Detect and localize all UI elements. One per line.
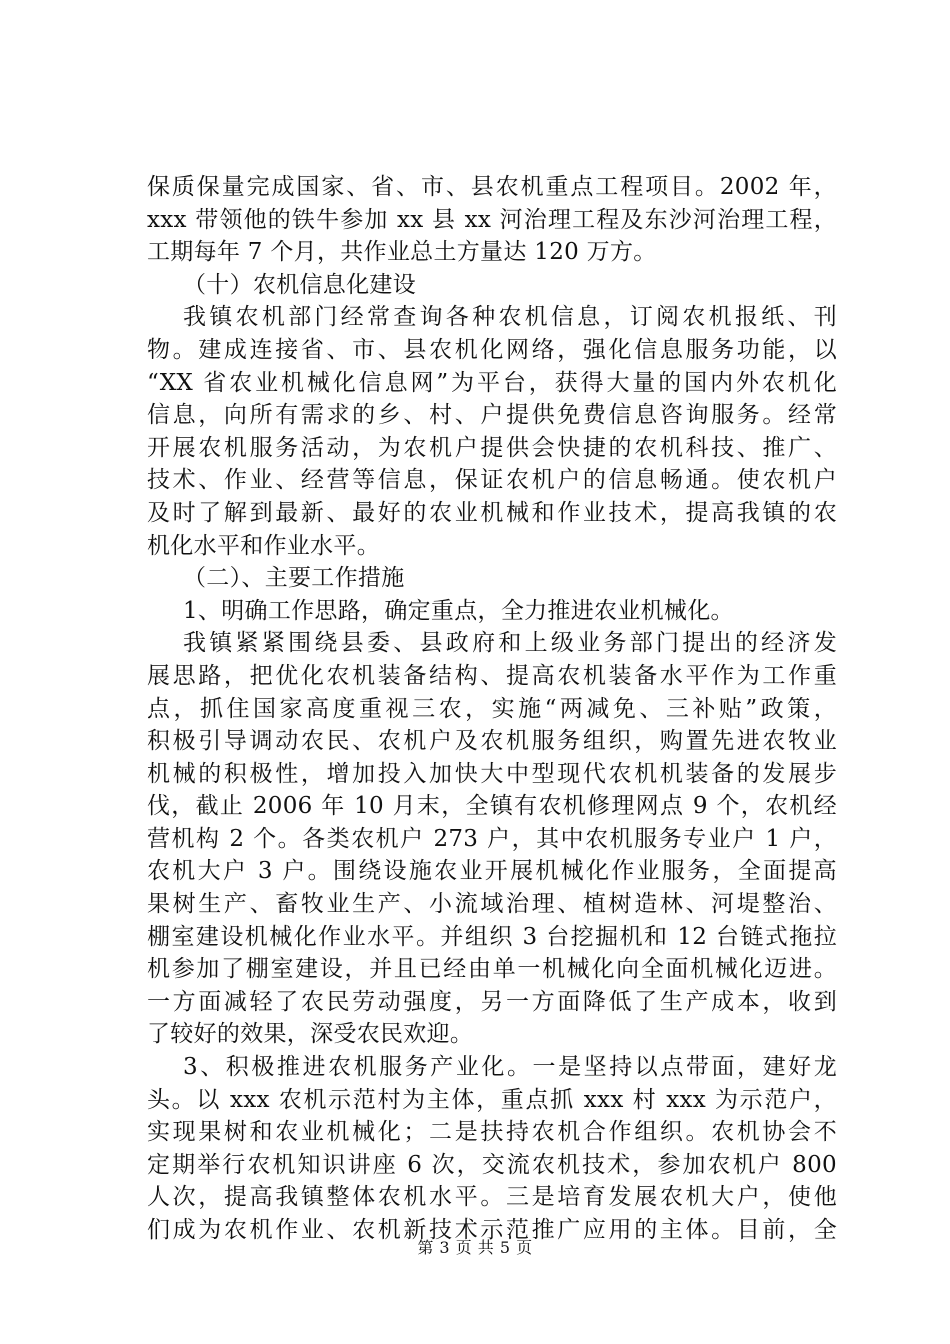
- page-number-footer: 第 3 页 共 5 页: [417, 1238, 533, 1257]
- text-line: 人次，提高我镇整体农机水平。三是培育发展农机大户，使他: [147, 1184, 837, 1211]
- text-line: 们成为农机作业、农机新技术示范推广应用的主体。目前，全: [147, 1217, 837, 1243]
- text-line: 信息，向所有需求的乡、村、户提供免费信息咨询服务。经常: [147, 402, 837, 429]
- text-line: 点，抓住国家高度重视三农，实施“两减免、三补贴”政策，: [147, 695, 837, 722]
- section-heading: （十）农机信息化建设: [183, 271, 416, 298]
- text-line: 伐，截止 2006 年 10 月末，全镇有农机修理网点 9 个，农机经: [147, 793, 837, 820]
- text-line: 及时了解到最新、最好的农业机械和作业技术，提高我镇的农: [147, 499, 837, 526]
- text-line: 一方面减轻了农民劳动强度，另一方面降低了生产成本，收到: [147, 988, 837, 1015]
- text-line: 定期举行农机知识讲座 6 次，交流农机技术，参加农机户 800: [147, 1151, 837, 1178]
- section-heading: （二）、主要工作措施: [183, 565, 405, 592]
- text-line: “XX 省农业机械化信息网”为平台，获得大量的国内外农机化: [147, 369, 837, 396]
- text-line: 我镇农机部门经常查询各种农机信息，订阅农机报纸、刊: [183, 304, 837, 331]
- text-line: 展思路，把优化农机装备结构、提高农机装备水平作为工作重: [147, 662, 837, 689]
- text-line: 3、积极推进农机服务产业化。一是坚持以点带面，建好龙: [183, 1054, 837, 1081]
- text-line: xxx 带领他的铁牛参加 xx 县 xx 河治理工程及东沙河治理工程，: [147, 206, 837, 233]
- text-line: 了较好的效果，深受农民欢迎。: [147, 1021, 474, 1048]
- text-line: 物。建成连接省、市、县农机化网络，强化信息服务功能，以: [147, 336, 837, 363]
- text-line: 我镇紧紧围绕县委、县政府和上级业务部门提出的经济发: [183, 630, 837, 657]
- text-line: 机参加了棚室建设，并且已经由单一机械化向全面机械化迈进。: [147, 956, 837, 983]
- text-line: 棚室建设机械化作业水平。并组织 3 台挖掘机和 12 台链式拖拉: [147, 923, 837, 950]
- text-line: 开展农机服务活动，为农机户提供会快捷的农机科技、推广、: [147, 434, 837, 461]
- text-line: 机械的积极性，增加投入加快大中型现代农机机装备的发展步: [147, 760, 837, 787]
- text-line: 实现果树和农业机械化；二是扶持农机合作组织。农机协会不: [147, 1119, 837, 1146]
- text-line: 机化水平和作业水平。: [147, 532, 380, 559]
- text-line: 果树生产、畜牧业生产、小流域治理、植树造林、河堤整治、: [147, 891, 837, 918]
- text-line: 积极引导调动农民、农机户及农机服务组织，购置先进农牧业: [147, 728, 837, 755]
- text-line: 营机构 2 个。各类农机户 273 户，其中农机服务专业户 1 户，: [147, 825, 837, 852]
- document-body: [147, 171, 837, 1247]
- text-line: 农机大户 3 户。围绕设施农业开展机械化作业服务，全面提高: [147, 858, 837, 885]
- text-line: 头。以 xxx 农机示范村为主体，重点抓 xxx 村 xxx 为示范户，: [147, 1086, 837, 1113]
- text-line: 工期每年 7 个月，共作业总土方量达 120 万方。: [147, 239, 657, 266]
- text-line: 技术、作业、经营等信息，保证农机户的信息畅通。使农机户: [147, 467, 837, 494]
- text-line: 保质保量完成国家、省、市、县农机重点工程项目。2002 年，: [147, 174, 837, 200]
- subsection-heading: 1、明确工作思路，确定重点，全力推进农业机械化。: [183, 597, 734, 624]
